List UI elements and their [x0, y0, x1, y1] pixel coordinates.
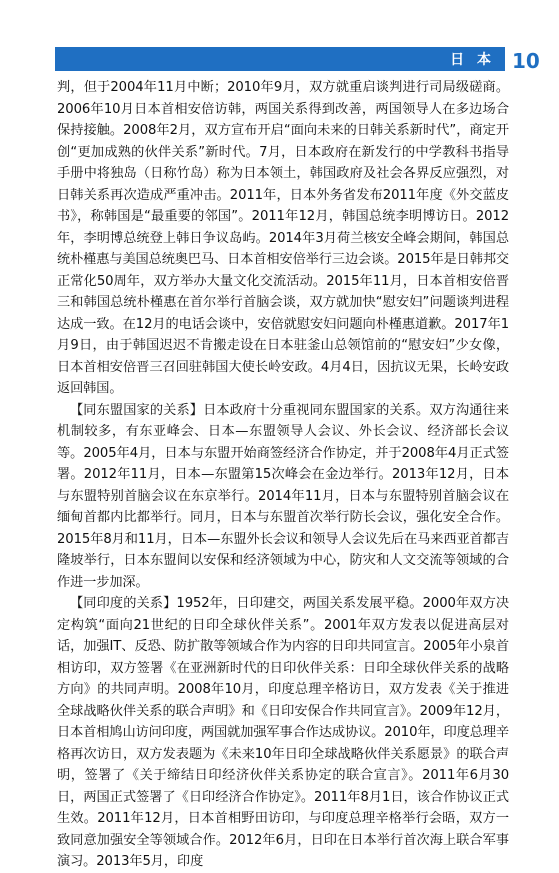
body-text: [57, 77, 509, 873]
section-title: 日 本: [450, 52, 495, 68]
paragraph-japan-india: 【同印度的关系】1952年，日印建交，两国关系发展平稳。2000年双方决定构筑“面向21世纪的日印全球伙伴关系”。2001年双方发表以促进高层对话，加强IT、反恐、防扩散等领域合作为内容的日印共同宣言。2005年小泉首相访印，双方签署《在亚洲新时代的日印伙伴关系：日印全球伙伴关系的战略方向》的共同声明。2008年10月，印度总理辛格访日，双方发表《关于推进全球战略伙伴关系的联合声明》和《日印安保合作共同宣言》。2009年12月，日本首相鸠山访问印度，两国就加强军事合作达成协议。2010年，印度总理辛格再次访日，双方发表题为《未来10年日印全球战略伙伴关系愿景》的联合声明，签署了《关于缔结日印经济伙伴关系协定的联合宣言》。2011年6月30日，两国正式签署了《日印经济合作协定》。2011年8月1日，该合作协议正式生效。2011年12月，日本首相野田访印，与印度总理辛格举行会晤，双方一致同意加强安全等领域合作。2012年6月，日印在日本举行首次海上联合军事演习。2013年5月，印度: [57, 596, 509, 869]
paragraph-japan-korea: 判，但于2004年11月中断；2010年9月，双方就重启谈判进行司局级磋商。2006年10月日本首相安倍访韩，两国关系得到改善，两国领导人在多边场合保持接触。2008年2月，双方宣布开启“面向未来的日韩关系新时代”，商定开创“更加成熟的伙伴关系”新时代。7月，日本政府在新发行的中学教科书指导手册中将独岛（日称竹岛）称为日本领土，韩国政府及社会各界反应强烈，对日韩关系再次造成严重冲击。2011年，日本外务省发布2011年度《外交蓝皮书》，称韩国是“最重要的邻国”。2011年12月，韩国总统李明博访日。2012年，李明博总统登上韩日争议岛屿。2014年3月荷兰核安全峰会期间，韩国总统朴槿惠与美国总统奥巴马、日本首相安倍举行三边会谈。2015年是日韩邦交正常化50周年，双方举办大量文化交流活动。2015年11月，日本首相安倍晋三和韩国总统朴槿惠在首尔举行首脑会谈，双方就加快“慰安妇”问题谈判进程达成一致。在12月的电话会谈中，安倍就慰安妇问题向朴槿惠道歉。2017年1月9日，由于韩国迟迟不肯搬走设在日本驻釜山总领馆前的“慰安妇”少女像，日本首相安倍晋三召回驻韩国大使长岭安政。4月4日，因抗议无果，长岭安政返回韩国。: [57, 80, 509, 396]
page-number: 10: [512, 49, 540, 73]
section-header-bar: [55, 47, 505, 71]
paragraph-japan-asean: 【同东盟国家的关系】日本政府十分重视同东盟国家的关系。双方沟通往来机制较多，有东亚峰会、日本—东盟领导人会议、外长会议、经济部长会议等。2005年4月，日本与东盟开始商签经济合作协定，并于2008年4月正式签署。2012年11月，日本—东盟第15次峰会在金边举行。2013年12月，日本与东盟特别首脑会议在东京举行。2014年11月，日本与东盟特别首脑会议在缅甸首都内比都举行。同月，日本与东盟首次举行防长会议，强化安全合作。2015年8月和11月，日本—东盟外长会议和领导人会议先后在马来西亚首都吉隆坡举行，日本东盟间以安保和经济领域为中心，防灾和人文交流等领域的合作进一步加深。: [57, 402, 509, 590]
